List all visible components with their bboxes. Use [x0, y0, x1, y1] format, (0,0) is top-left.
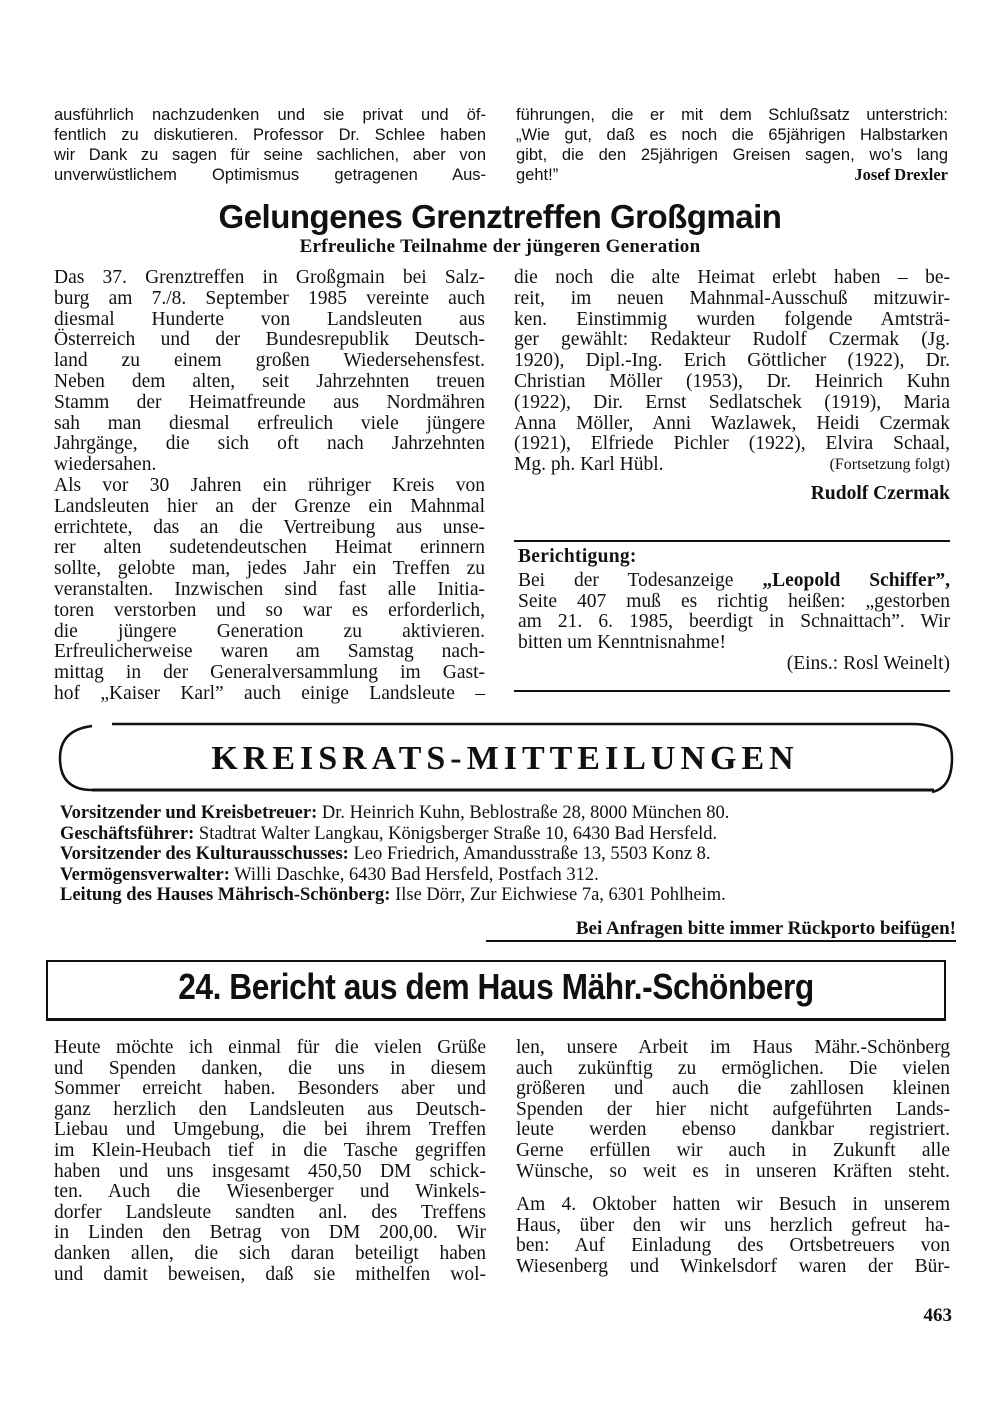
text-line: reit, im neuen Mahnmal-Ausschuß mitzuwir- [514, 287, 950, 309]
text-line: hof „Kaiser Karl” auch einige Landsleute – [54, 682, 485, 704]
text-line: Seite 407 muß es richtig heißen: „gestorben [518, 590, 950, 612]
entry-text: Leo Friedrich, Amandusstraße 13, 5503 Konz 8. [348, 844, 711, 864]
article1-right-column [514, 268, 950, 505]
text-line: leute werden ebenso dankbar registriert. [516, 1119, 950, 1141]
text-line: len, unsere Arbeit im Haus Mähr.-Schönberg [516, 1037, 950, 1058]
text-line: ken. Einstimmig wurden folgende Amtsträ- [514, 308, 950, 330]
correction-signature: (Eins.: Rosl Weinelt) [786, 652, 950, 674]
correction-bottom-rule [514, 690, 950, 692]
text-line: und Spenden danken, die uns in diesem [54, 1057, 486, 1079]
text-line: Wünsche, so weit es in unseren Kräften steht. [516, 1160, 950, 1182]
kreisrat-entry [60, 824, 960, 845]
page-number: 463 [923, 1305, 952, 1326]
text-line: Das 37. Grenztreffen in Großgmain bei Salz- [54, 267, 485, 288]
text-line: Erfreulicherweise waren am Samstag nach- [54, 641, 485, 663]
article1-title: Gelungenes Grenztreffen Großgmain [218, 198, 782, 235]
text-line: ben: Auf Einladung des Ortsbetreuers von [516, 1235, 950, 1257]
text-line: ganz herzlich den Landsleuten aus Deutsch- [54, 1098, 486, 1120]
text-line: Stamm der Heimatfreunde aus Nordmähren [54, 391, 485, 413]
text-line: diesmal Hunderte von Landsleuten aus [54, 308, 485, 330]
text-line: Spenden der hier nicht aufgeführten Lands- [516, 1098, 950, 1120]
article2-title-underline [46, 1020, 946, 1021]
correction-heading: Berichtigung: [518, 546, 637, 567]
text-line: Heute möchte ich einmal für die vielen Grüße [54, 1037, 486, 1058]
text-line: burg am 7./8. September 1985 vereinte auch [54, 287, 485, 309]
text-line: (1922), Dir. Ernst Sedlatschek (1919), Maria [514, 391, 950, 413]
article2-title: 24. Bericht aus dem Haus Mähr.-Schönberg [178, 966, 814, 1007]
text-line: Wiesenberg und Winkelsdorf waren der Bür- [516, 1255, 950, 1277]
article2-right-column [516, 1038, 950, 1278]
entry-text: Dr. Heinrich Kuhn, Beblostraße 28, 8000 München 80. [317, 803, 730, 823]
text-line: „Wie gut, daß es noch die 65jährigen Halbstarken [516, 126, 948, 144]
text-line: die jüngere Generation zu aktivieren. [54, 620, 485, 642]
deceased-name: „Leopold Schiffer”, [762, 569, 950, 591]
text-line: mittag in der Generalversammlung im Gast- [54, 662, 485, 684]
kreisrat-title: KREISRATS-MITTEILUNGEN [211, 740, 799, 777]
text-line: Österreich und der Bundesrepublik Deutsch- [54, 329, 485, 351]
text-line: und damit beweisen, daß sie mithelfen wol- [54, 1263, 486, 1285]
text-line: Sommer erreicht haben. Besonders aber und [54, 1078, 486, 1100]
text-line: wir Dank zu sagen für seine sachlichen, aber von [54, 146, 486, 164]
text-line: geht!” [516, 166, 559, 184]
kreisrat-note: Bei Anfragen bitte immer Rückporto beifügen! [575, 918, 956, 939]
text-line: Gerne erfüllen wir auch in Zukunft alle [516, 1139, 950, 1161]
continued-note: (Fortsetzung folgt) [829, 456, 950, 474]
top-left-column [54, 105, 486, 185]
entry-label: Geschäftsführer: [60, 823, 195, 844]
text-line: rer alten sudetendeutschen Heimat erinnern [54, 537, 485, 559]
article1-subtitle: Erfreuliche Teilnahme der jüngeren Generation [299, 236, 701, 257]
text-line: Landsleuten hier an der Grenze ein Mahnmal [54, 495, 485, 517]
text-line: dorfer Landsleute sandten anl. des Treffens [54, 1201, 486, 1223]
text-line: danken allen, die sich daran beteiligt haben [54, 1242, 486, 1264]
text-line: land zu einem großen Wiedersehensfest. [54, 350, 485, 372]
text-line: sollte, gelobte man, jedes Jahr ein Treffen zu [54, 558, 485, 580]
text-line: Mg. ph. Karl Hübl. [514, 454, 664, 476]
entry-label: Vorsitzender des Kulturausschusses: [60, 844, 349, 864]
text-line: fentlich zu diskutieren. Professor Dr. Schlee haben [54, 126, 486, 144]
text-line: die noch die alte Heimat erlebt haben – be- [514, 267, 950, 288]
text-line: errichtete, das an die Vertreibung aus unse- [54, 516, 485, 538]
entry-label: Vorsitzender und Kreisbetreuer: [60, 803, 318, 823]
article1-author: Rudolf Czermak [810, 482, 950, 504]
kreisrat-entry [60, 844, 960, 865]
kreisrat-entry [60, 865, 960, 886]
text-line: 1920), Dipl.-Ing. Erich Göttlicher (1922), Dr. [514, 350, 950, 372]
text-line: bitten um Kenntnisnahme! [518, 632, 726, 654]
text-line: führungen, die er mit dem Schlußsatz unterstrich: [516, 106, 948, 124]
text-line: Liebau und Umgebung, die bei ihrem Treffen [54, 1119, 486, 1141]
kreisrat-note-rule [486, 940, 956, 942]
text-line-last [516, 165, 948, 185]
text-line: toren verstorben und so war es erforderlich, [54, 599, 485, 621]
text-line: Neben dem alten, seit Jahrzehnten treuen [54, 370, 485, 392]
text-line: ausführlich nachzudenken und sie privat und öf- [54, 106, 486, 124]
text-line: (1921), Elfriede Pichler (1922), Elvira Schaal, [514, 433, 950, 455]
article2-left-column [54, 1038, 486, 1285]
text-line: ten. Auch die Wiesenberger und Winkels- [54, 1181, 486, 1203]
text-line: größeren und auch die zahllosen kleinen [516, 1078, 950, 1100]
entry-text: Stadtrat Walter Langkau, Königsberger Straße 10, 6430 Bad Hersfeld. [194, 823, 718, 844]
text-line: Anna Möller, Anni Wazlawek, Heidi Czermak [514, 412, 950, 434]
text-line: auch zukünftig zu ermöglichen. Die vielen [516, 1057, 950, 1079]
top-author: Josef Drexler [854, 165, 948, 184]
kreisrat-entry [60, 803, 960, 824]
text-segment: Bei der Todesanzeige [518, 569, 763, 591]
text-line: Am 4. Oktober hatten wir Besuch in unserem [516, 1194, 950, 1216]
text-line: wiedersahen. [54, 454, 157, 476]
text-line: im Klein-Heubach tief in die Tasche gegriffen [54, 1139, 486, 1161]
kreisrat-list [60, 803, 960, 906]
text-line: gibt, die den 25jährigen Greisen sagen, wo’s lang [516, 146, 948, 164]
text-line: Christian Möller (1953), Dr. Heinrich Kuhn [514, 370, 950, 392]
text-line: am 21. 6. 1985, beerdigt in Schnaittach”. Wir [518, 611, 950, 633]
entry-text: Ilse Dörr, Zur Eichwiese 7a, 6301 Pohlheim. [390, 885, 726, 905]
correction-top-rule [514, 540, 950, 542]
kreisrat-entry [60, 885, 960, 906]
text-line: Als vor 30 Jahren ein rühriger Kreis von [54, 474, 485, 496]
text-line: Jahrgänge, die sich oft nach Jahrzehnten [54, 433, 485, 455]
correction-box [518, 547, 950, 675]
entry-label: Leitung des Hauses Mährisch-Schönberg: [60, 885, 391, 905]
text-line: sah man diesmal erfreulich viele jüngere [54, 412, 485, 434]
top-right-column [516, 105, 948, 185]
text-line: ger gewählt: Redakteur Rudolf Czermak (Jg. [514, 329, 950, 351]
entry-text: Willi Daschke, 6430 Bad Hersfeld, Postfach 312. [229, 864, 599, 885]
text-line: veranstalten. Inzwischen sind fast alle Initia- [54, 578, 485, 600]
text-line-last [514, 455, 950, 476]
text-line: Haus, über den wir uns herzlich gefreut ha- [516, 1214, 950, 1236]
text-line [518, 571, 950, 592]
text-line: in Linden den Betrag von DM 200,00. Wir [54, 1222, 486, 1244]
entry-label: Vermögensverwalter: [60, 864, 230, 885]
text-line: unverwüstlichem Optimismus getragenen Aus- [54, 166, 486, 184]
article1-left-column [54, 268, 485, 705]
text-line: haben und uns insgesamt 450,50 DM schick- [54, 1160, 486, 1182]
